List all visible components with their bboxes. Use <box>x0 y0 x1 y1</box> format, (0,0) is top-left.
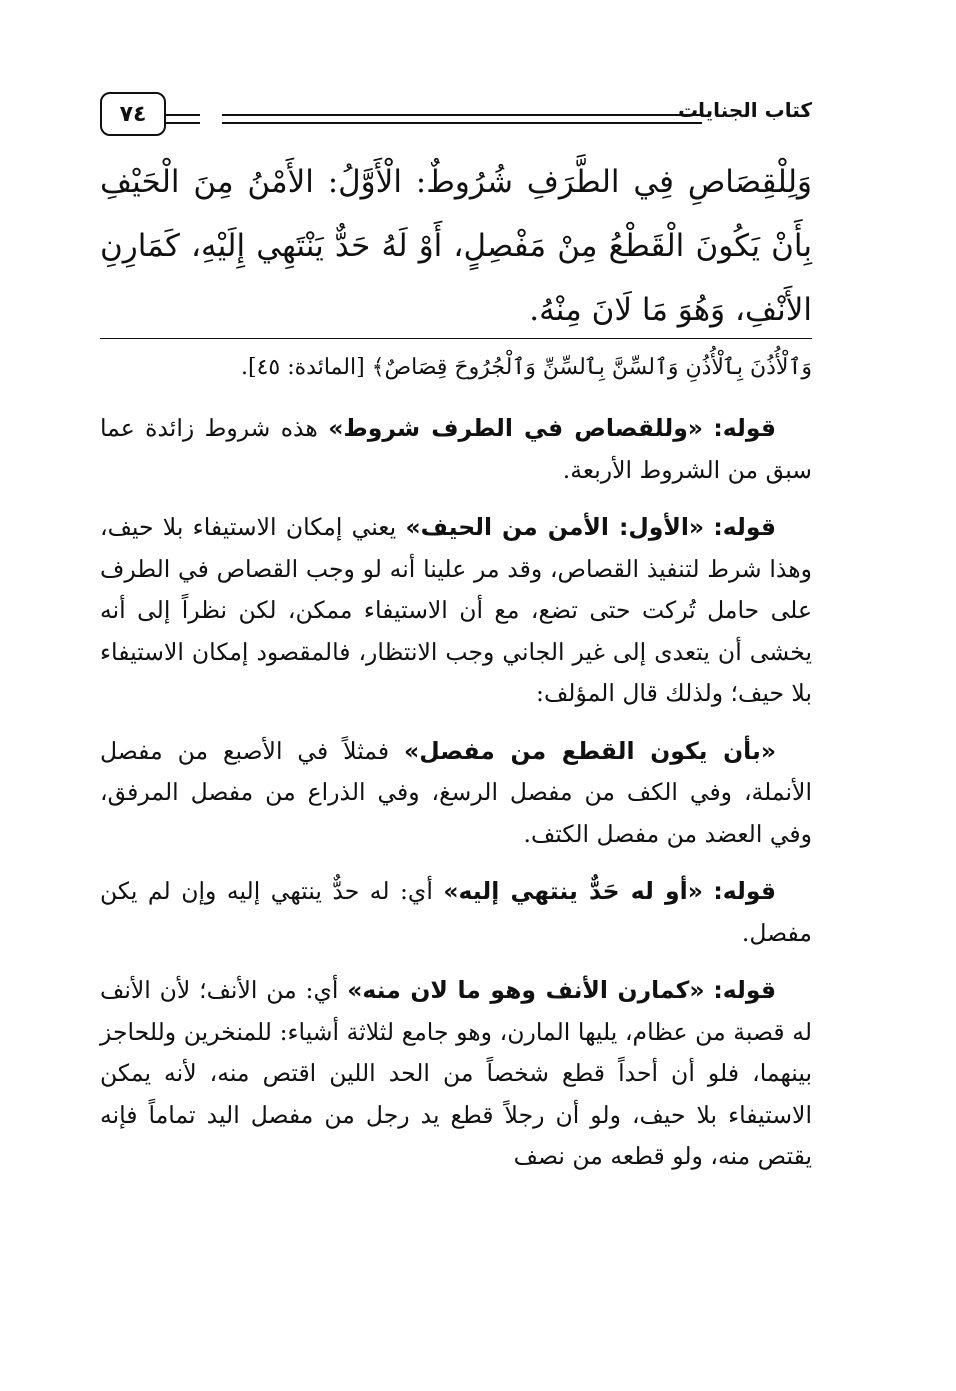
paragraph-quote: «الأول: الأمن من الحيف» <box>405 513 705 541</box>
commentary-paragraph <box>100 871 812 954</box>
header-rule <box>222 114 702 124</box>
header-rule-left <box>164 114 200 124</box>
paragraph-quote: «كمارن الأنف وهو ما لان منه» <box>347 976 705 1004</box>
commentary-paragraph <box>100 970 812 1178</box>
paragraph-quote: «بأن يكون القطع من مفصل» <box>404 736 777 765</box>
commentary-paragraph <box>100 731 812 856</box>
book-title: كتاب الجنايات <box>678 98 812 122</box>
paragraph-quote: «وللقصاص في الطرف شروط» <box>328 414 703 442</box>
commentary-paragraph <box>100 408 812 491</box>
page-number: ٧٤ <box>100 92 166 136</box>
matn-text: وَلِلْقِصَاصِ فِي الطَّرَفِ شُرُوطٌ: الْأَوَّلُ: الأَمْنُ مِنَ الْحَيْفِ بِأَنْ يَكُونَ الْقَطْعُ مِنْ مَفْصِلٍ، أَوْ لَهُ حَدٌّ يَنْتَهِي إِلَيْهِ، كَمَارِنِ الأَنْفِ، وَهُوَ مَا لَانَ مِنْهُ. <box>100 164 812 328</box>
paragraph-label: قوله: <box>713 414 776 442</box>
paragraph-text: فمثلاً في الأصبع من مفصل الأنملة، وفي الكف من مفصل الرسغ، وفي الذراع من مفصل المرفق، وفي العضد من مفصل الكتف. <box>100 736 812 848</box>
book-page <box>100 0 812 1391</box>
paragraph-text: أي: له حدٌّ ينتهي إليه وإن لم يكن مفصل. <box>100 877 812 947</box>
page-header <box>100 92 812 140</box>
paragraph-text: يعني إمكان الاستيفاء بلا حيف، وهذا شرط لتنفيذ القصاص، وقد مر علينا أنه لو وجب القصاص في الطرف على حامل تُركت حتى تضع، مع أن الاستيفاء ممكن، لكن نظراً إلى أنه يخشى أن يتعدى إلى غير الجاني وجب الانتظار، فالمقصود إمكان الاستيفاء بلا حيف؛ ولذلك قال المؤلف: <box>100 513 812 707</box>
paragraph-quote: «أو له حَدٌّ ينتهي إليه» <box>443 877 703 905</box>
quran-verse: وَٱلْأُذُنَ بِٱلْأُذُنِ وَٱلسِّنَّ بِٱلسِّنِّ وَٱلْجُرُوحَ قِصَاصٌ﴾ [المائدة: ٤٥]. <box>241 355 812 380</box>
commentary <box>100 408 812 1194</box>
paragraph-text: هذه شروط زائدة عما سبق من الشروط الأربعة. <box>100 414 812 484</box>
paragraph-text: أي: من الأنف؛ لأن الأنف له قصبة من عظام، يليها المارن، وهو جامع لثلاثة أشياء: للمنخرين وللحاجز بينهما، فلو أن أحداً قطع شخصاً من الحد اللين اقتص منه، لأنه يمكن الاستيفاء بلا حيف، ولو أن رجلاً قطع يد رجل من مفصل اليد تماماً فإنه يقتص منه، ولو قطعه من نصف <box>100 976 812 1170</box>
footnote-separator <box>100 338 812 339</box>
paragraph-label: قوله: <box>713 976 776 1004</box>
commentary-paragraph <box>100 507 812 715</box>
paragraph-label: قوله: <box>713 513 776 541</box>
paragraph-label: قوله: <box>713 877 776 905</box>
